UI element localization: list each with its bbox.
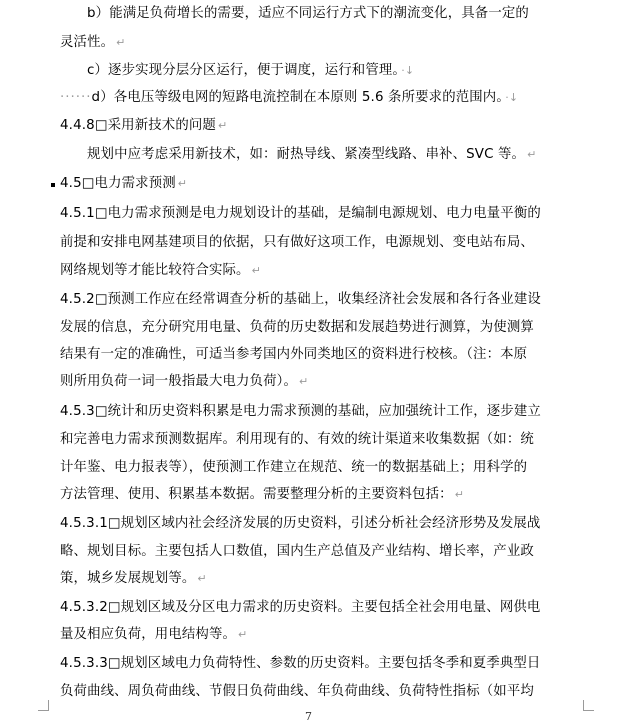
- line-text: 4.5.3.2□规划区域及分区电力需求的历史资料。主要包括全社会用电量、网供电: [60, 600, 541, 615]
- text-line: [60, 515, 542, 533]
- paragraph-mark-icon: ↵: [217, 119, 228, 132]
- line-text: 4.4.8□采用新技术的问题: [60, 118, 216, 133]
- paragraph-mark-icon: ↵: [454, 488, 465, 501]
- line-text: 4.5.3.1□规划区域内社会经济发展的历史资料，引述分析社会经济形势及发展战: [60, 516, 541, 531]
- text-line: [60, 234, 536, 252]
- text-line: [60, 319, 536, 337]
- line-text: 网络规划等才能比较符合实际。: [60, 263, 250, 278]
- text-line: [60, 373, 308, 391]
- section-heading: [60, 117, 227, 135]
- line-text: 4.5.2□预测工作应在经常调查分析的基础上，收集经济社会发展和各行各业建设: [60, 292, 541, 307]
- text-line: [60, 346, 529, 364]
- paragraph-mark-icon: ↵: [197, 572, 207, 585]
- text-line: [87, 5, 531, 23]
- line-text: 则所用负荷一词一般指最大电力负荷）。: [60, 374, 298, 389]
- text-line: [60, 34, 126, 52]
- line-text: b）能满足负荷增长的需要，适应不同运行方式下的潮流变化，具备一定的: [87, 6, 529, 21]
- text-line: [60, 205, 543, 223]
- line-text: 量及相应负荷，用电结构等。: [60, 627, 237, 642]
- line-text: 4.5.3□统计和历史资料积累是电力需求预测的基础，应加强统计工作，逐步建立: [60, 404, 541, 419]
- page-number: 7: [305, 710, 312, 723]
- line-text: 前提和安排电网基建项目的依据，只有做好这项工作，电源规划、变电站布局、: [60, 235, 534, 250]
- text-line: [60, 486, 464, 504]
- paragraph-mark-icon: ·↓: [505, 91, 519, 104]
- text-line: [60, 89, 518, 107]
- text-line: [60, 599, 542, 617]
- text-line: [60, 626, 247, 644]
- line-text: 负荷曲线、周负荷曲线、节假日负荷曲线、年负荷曲线、负荷特性指标（如平均: [60, 684, 534, 699]
- line-text: d）各电压等级电网的短路电流控制在本原则 5.6 条所要求的范围内。: [91, 90, 504, 105]
- line-text: c）逐步实现分层分区运行，便于调度，运行和管理。: [87, 63, 400, 78]
- text-line: [60, 459, 529, 477]
- text-line: [60, 403, 543, 421]
- text-line: [60, 291, 543, 309]
- line-text: 4.5□电力需求预测: [60, 176, 176, 191]
- paragraph-mark-icon: ↵: [238, 628, 248, 641]
- text-line: [60, 570, 207, 588]
- text-line: [60, 655, 542, 673]
- leader-dots: ······: [60, 90, 92, 105]
- paragraph-mark-icon: ·↓: [401, 64, 415, 77]
- line-text: 计年鉴、电力报表等），使预测工作建立在规范、统一的数据基础上；用科学的: [60, 460, 528, 475]
- paragraph-mark-icon: ↵: [251, 264, 261, 277]
- text-line: [87, 62, 414, 80]
- line-text: 结果有一定的准确性，可适当参考国内外同类地区的资料进行校核。（注：本原: [60, 347, 528, 362]
- paragraph-mark-icon: ↵: [299, 375, 309, 388]
- text-line: [60, 683, 536, 701]
- line-text: 发展的信息，充分研究用电量、负荷的历史数据和发展趋势进行测算，为使测算: [60, 320, 534, 335]
- selection-bullet-icon: [51, 183, 55, 187]
- line-text: 和完善电力需求预测数据库。利用现有的、有效的统计渠道来收集数据（如：统: [60, 432, 534, 447]
- line-text: 略、规划目标。主要包括人口数值，国内生产总值及产业结构、增长率，产业政: [60, 544, 534, 559]
- margin-corner-left-icon: [38, 700, 49, 711]
- paragraph-mark-icon: ↵: [116, 36, 126, 49]
- line-text: 灵活性。: [60, 35, 115, 50]
- line-text: 方法管理、使用、积累基本数据。需要整理分析的主要资料包括：: [60, 487, 453, 502]
- text-line: [87, 146, 536, 164]
- paragraph-mark-icon: ↵: [177, 177, 188, 190]
- line-text: 4.5.3.3□规划区域电力负荷特性、参数的历史资料。主要包括冬季和夏季典型日: [60, 656, 541, 671]
- text-line: [60, 543, 536, 561]
- section-heading: [60, 175, 187, 193]
- text-line: [60, 262, 261, 280]
- line-text: 策，城乡发展规划等。: [60, 571, 196, 586]
- line-text: 4.5.1□电力需求预测是电力规划设计的基础，是编制电源规划、电力电量平衡的: [60, 206, 541, 221]
- line-text: 规划中应考虑采用新技术，如：耐热导线、紧凑型线路、串补、SVC 等。: [87, 147, 526, 162]
- paragraph-mark-icon: ↵: [527, 148, 537, 161]
- text-line: [60, 431, 536, 449]
- margin-corner-right-icon: [583, 700, 594, 711]
